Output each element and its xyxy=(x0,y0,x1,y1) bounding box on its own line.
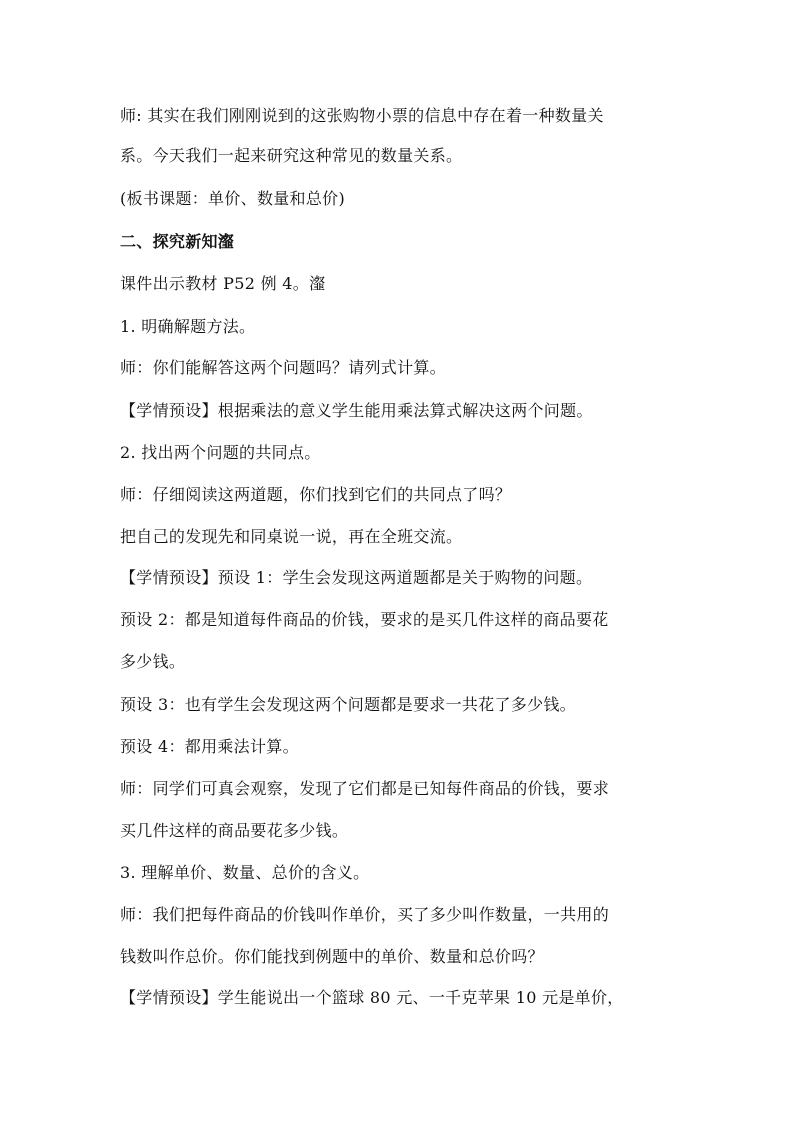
text-line-3: (板书课题：单价、数量和总价) xyxy=(120,189,345,208)
text-line-13: 预设 2：都是知道每件商品的价钱，要求的是买几件这样的商品要花 xyxy=(120,610,609,629)
text-line-16: 预设 4：都用乘法计算。 xyxy=(120,737,299,756)
text-line-17: 师：同学们可真会观察，发现了它们都是已知每件商品的价钱，要求 xyxy=(120,779,610,798)
text-line-7: 师：你们能解答这两个问题吗？请列式计算。 xyxy=(120,358,447,377)
text-line-18: 买几件这样的商品要花多少钱。 xyxy=(120,821,349,840)
text-line-15: 预设 3：也有学生会发现这两个问题都是要求一共花了多少钱。 xyxy=(120,695,576,714)
text-line-12: 【学情预设】预设 1：学生会发现这两道题都是关于购物的问题。 xyxy=(120,568,593,587)
text-line-14: 多少钱。 xyxy=(120,652,186,671)
section-heading: 二、探究新知瀣 xyxy=(120,232,235,251)
text-line-10: 师：仔细阅读这两道题，你们找到它们的共同点了吗？ xyxy=(120,485,512,504)
text-line-21: 钱数叫作总价。你们能找到例题中的单价、数量和总价吗？ xyxy=(120,947,544,966)
text-line-6: 1. 明确解题方法。 xyxy=(120,317,256,336)
text-line-5: 课件出示教材 P52 例 4。瀣 xyxy=(120,274,326,293)
text-line-1: 师: 其实在我们刚刚说到的这张购物小票的信息中存在着一种数量关 xyxy=(120,106,604,125)
text-line-2: 系。今天我们一起来研究这种常见的数量关系。 xyxy=(120,146,463,165)
text-line-22: 【学情预设】学生能说出一个篮球 80 元、一千克苹果 10 元是单价， xyxy=(120,988,624,1007)
text-line-8: 【学情预设】根据乘法的意义学生能用乘法算式解决这两个问题。 xyxy=(120,401,593,420)
text-line-20: 师：我们把每件商品的价钱叫作单价，买了多少叫作数量，一共用的 xyxy=(120,905,610,924)
text-line-9: 2. 找出两个问题的共同点。 xyxy=(120,443,321,462)
text-line-19: 3. 理解单价、数量、总价的含义。 xyxy=(120,863,370,882)
text-line-11: 把自己的发现先和同桌说一说，再在全班交流。 xyxy=(120,527,463,546)
